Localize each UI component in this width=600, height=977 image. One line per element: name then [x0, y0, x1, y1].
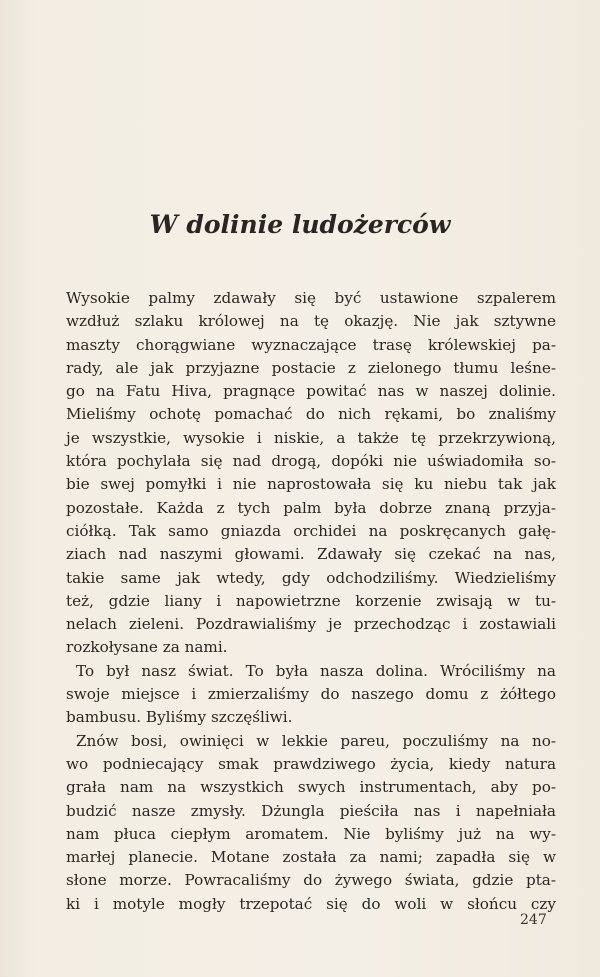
text-line: ziach nad naszymi głowami. Zdawały się czekać na nas,: [66, 545, 556, 564]
text-line: Mieliśmy ochotę pomachać do nich rękami, bo znaliśmy: [66, 405, 556, 424]
text-line: swoje miejsce i zmierzaliśmy do naszego domu z żółtego: [66, 685, 556, 704]
text-line: bie swej pomyłki i nie naprostowała się ku niebu tak jak: [66, 475, 556, 494]
text-line: wzdłuż szlaku królowej na tę okazję. Nie jak sztywne: [66, 312, 556, 331]
text-line: wo podniecający smak prawdziwego życia, kiedy natura: [66, 754, 556, 773]
text-line: pozostałe. Każda z tych palm była dobrze znaną przyja-: [66, 498, 556, 517]
text-line: nelach zieleni. Pozdrawialiśmy je przechodząc i zostawiali: [66, 615, 556, 634]
body-text: [66, 287, 556, 916]
page-number: 247: [520, 912, 547, 928]
text-line: rady, ale jak przyjazne postacie z zielonego tłumu leśne-: [66, 358, 556, 377]
text-line: Wysokie palmy zdawały się być ustawione szpalerem: [66, 289, 556, 307]
text-line: nam płuca ciepłym aromatem. Nie byliśmy już na wy-: [66, 824, 556, 843]
text-line: To był nasz świat. To była nasza dolina. Wróciliśmy na: [76, 661, 556, 680]
text-line: takie same jak wtedy, gdy odchodziliśmy. Wiedzieliśmy: [66, 568, 556, 587]
text-line: bambusu. Byliśmy szczęśliwi.: [66, 708, 293, 727]
text-line: rozkołysane za nami.: [66, 638, 228, 657]
text-line: marłej planecie. Motane została za nami; zapadła się w: [66, 848, 556, 867]
paragraph: [66, 287, 556, 660]
text-line: Znów bosi, owinięci w lekkie pareu, poczuliśmy na no-: [76, 731, 556, 750]
chapter-title: W dolinie ludożerców: [149, 210, 451, 239]
paragraph: [66, 660, 556, 730]
text-line: ki i motyle mogły trzepotać się do woli w słońcu czy: [66, 894, 556, 913]
paragraph: [66, 730, 556, 916]
text-line: grała nam na wszystkich swych instrumentach, aby po-: [66, 778, 556, 797]
text-line: która pochylała się nad drogą, dopóki nie uświadomiła so-: [66, 452, 556, 471]
text-line: też, gdzie liany i napowietrzne korzenie zwisają w tu-: [66, 591, 556, 610]
text-line: budzić nasze zmysły. Dżungla pieściła nas i napełniała: [66, 801, 556, 820]
text-line: go na Fatu Hiva, pragnące powitać nas w naszej dolinie.: [66, 382, 556, 401]
text-line: ciółką. Tak samo gniazda orchidei na poskręcanych gałę-: [66, 521, 556, 540]
text-line: je wszystkie, wysokie i niskie, a także tę przekrzywioną,: [66, 428, 556, 447]
text-line: maszty chorągwiane wyznaczające trasę królewskiej pa-: [66, 335, 556, 354]
text-line: słone morze. Powracaliśmy do żywego świata, gdzie pta-: [66, 871, 556, 890]
